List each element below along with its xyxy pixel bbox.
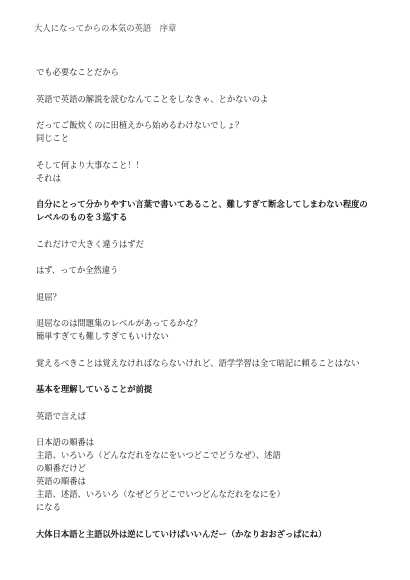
text-line: 英語の順番は <box>36 476 86 486</box>
text-line: これだけで大きく違うはずだ <box>36 238 144 249</box>
text-line: だってご飯炊くのに田植えから始めるわけないでしょ？ <box>36 120 244 130</box>
text-line: 簡単すぎても難しすぎてもいけない <box>36 331 169 341</box>
text-line: 英語で言えば <box>36 410 86 421</box>
text-line: 覚えるべきことは覚えなければならないけれど、語学学習は全て暗記に頼ることはない <box>36 357 360 368</box>
text-line: 同じこと <box>36 133 70 143</box>
text-line: 主語、述語、いろいろ（なぜどうどこでいつどんなだれをなにを） <box>36 489 285 499</box>
text-line: 主語、いろいろ（どんなだれをなにをいつどこでどうなぜ）、述語 <box>36 450 281 460</box>
text-line: そして何より大事なこと！！ <box>36 159 144 170</box>
text-line: 日本語の順番は <box>36 437 95 447</box>
emphasis-line: レベルのものを３巡する <box>36 212 128 222</box>
text-line: はず、ってか全然違う <box>36 265 119 275</box>
body-text <box>36 66 386 541</box>
text-line: でも必要なことだから <box>36 67 119 77</box>
emphasis-line: 自分にとって分かりやすい言葉で書いてあること、難しすぎて断念してしまわない程度の <box>36 199 368 209</box>
text-line: 退屈なのは問題集のレベルがあってるかな？ <box>36 318 202 328</box>
emphasis-line: 大体日本語と主語以外は逆にしていけばいいんだー（かなりおおざっぱにね） <box>36 528 327 539</box>
emphasis-line: 基本を理解していることが前提 <box>36 384 153 394</box>
text-line: の順番だけど <box>36 463 86 473</box>
text-line: になる <box>36 502 61 512</box>
text-line: 退屈？ <box>36 291 61 302</box>
text-line: それは <box>36 172 61 183</box>
page-header-title: 大人になってからの本気の英語 序章 <box>34 23 177 33</box>
text-line: 英語で英語の解説を読むなんてことをしなきゃ、とかないのよ <box>36 93 269 104</box>
